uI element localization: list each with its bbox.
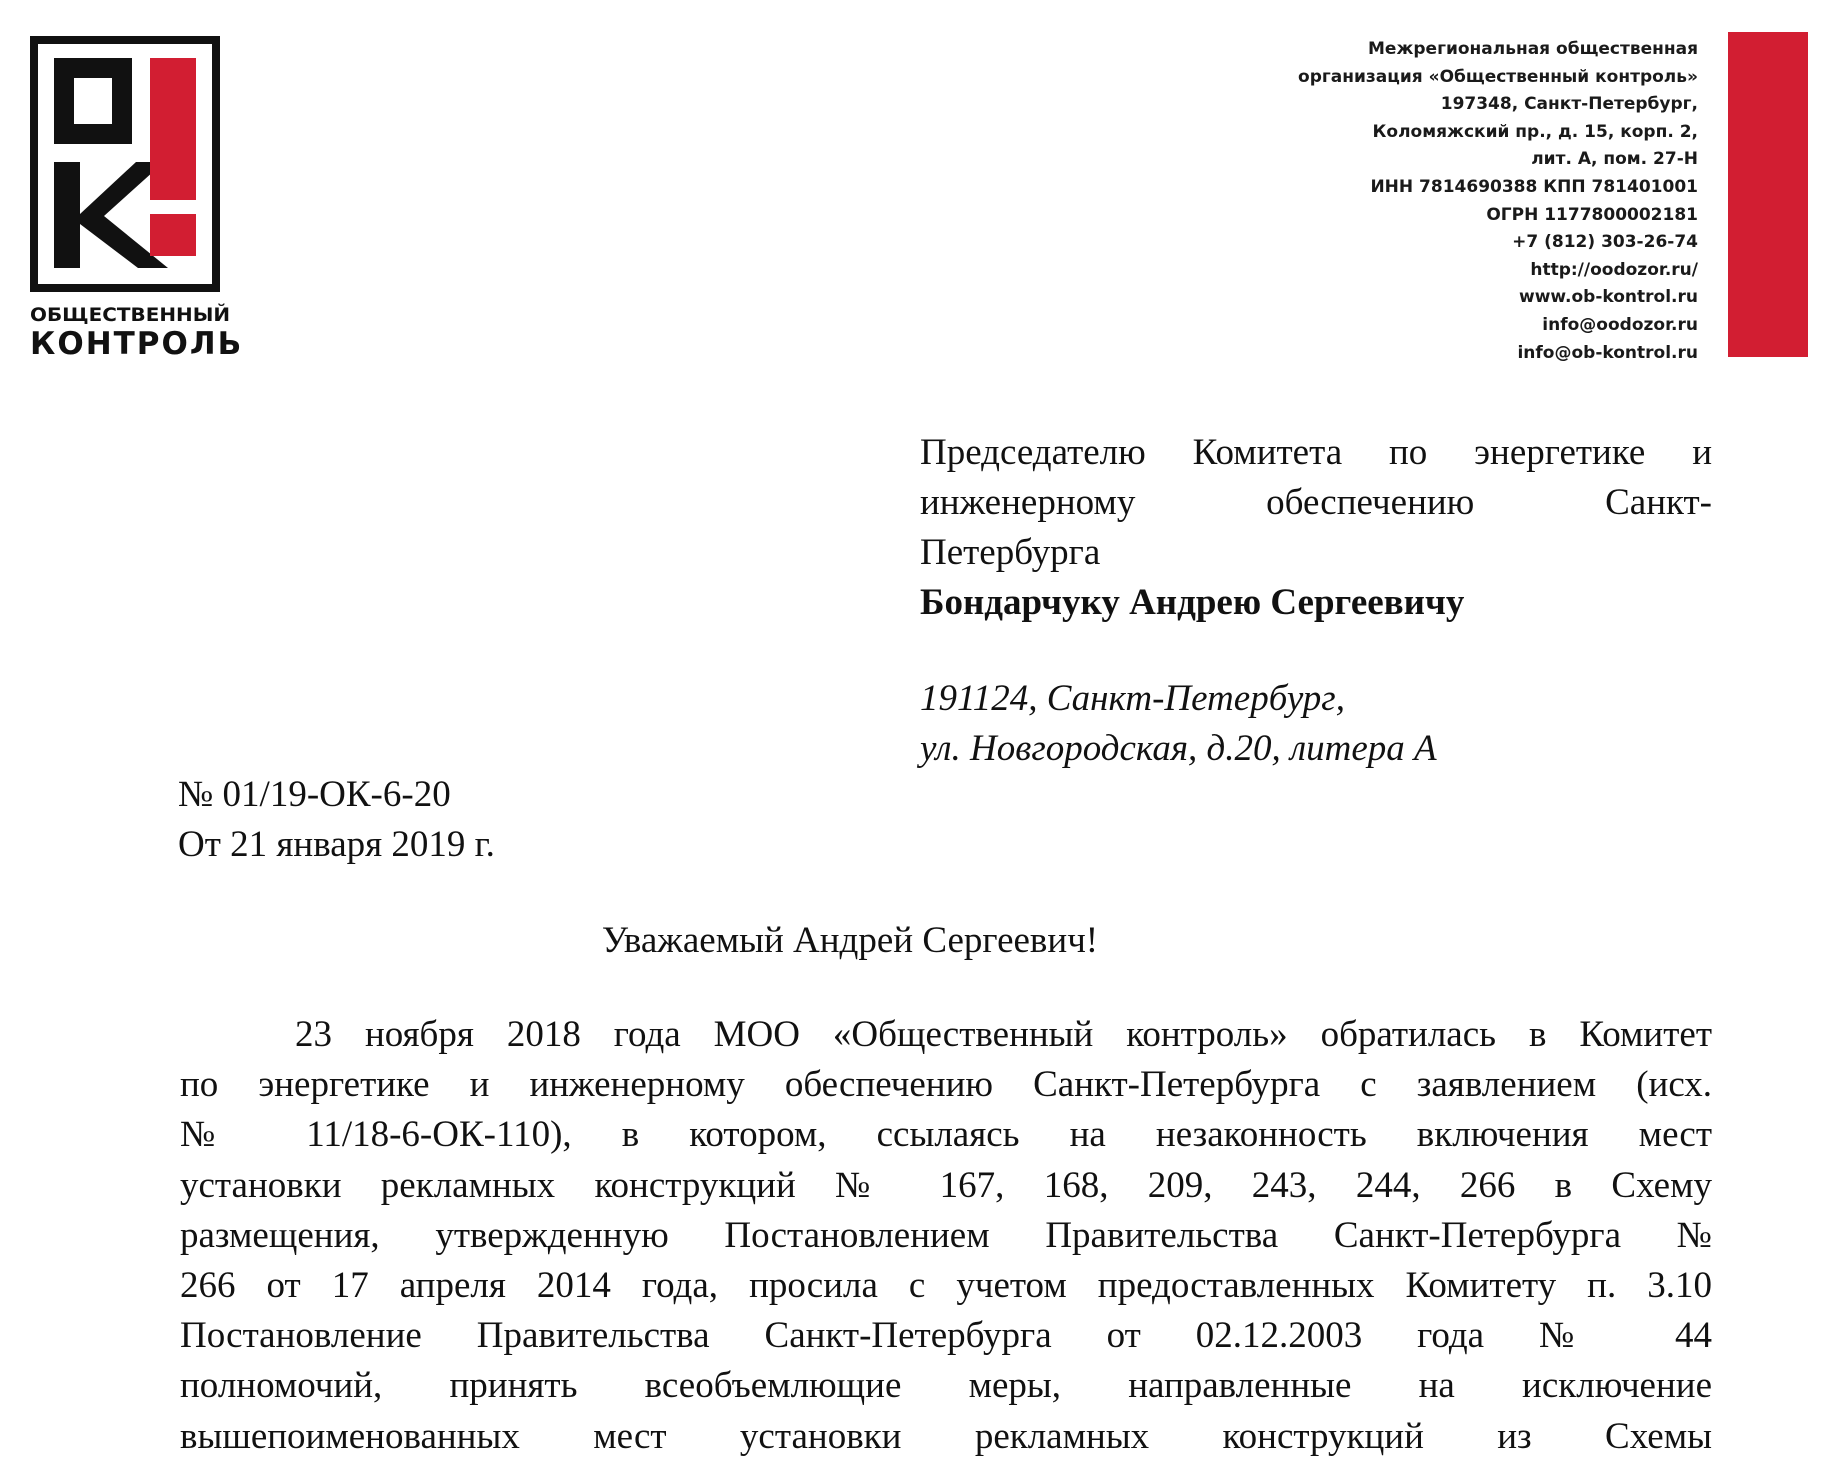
addressee-line: Председателю Комитета по энергетике и (920, 432, 1712, 473)
address-line: ул. Новгородская, д.20, литера А (920, 728, 1437, 769)
org-line: +7 (812) 303-26-74 (1512, 232, 1698, 253)
logo-brand-line2: КОНТРОЛЬ (30, 326, 244, 362)
body-line: вышепоименованных мест установки рекламных конструкций из Схемы (180, 1415, 1712, 1457)
org-line: организация «Общественный контроль» (1298, 66, 1698, 87)
org-line: Коломяжский пр., д. 15, корп. 2, (1372, 121, 1698, 142)
org-line: Межрегиональная общественная (1368, 39, 1698, 59)
body-line: полномочий, принять всеобъемлющие меры, направленные на исключение (180, 1365, 1712, 1407)
document-date: От 21 января 2019 г. (178, 824, 495, 865)
letter-body (180, 1010, 1712, 1462)
body-line: 23 ноября 2018 года МОО «Общественный контроль» обратилась в Комитет (295, 1014, 1712, 1055)
logo-frame (30, 36, 220, 292)
body-line: по энергетике и инженерному обеспечению Санкт-Петербурга с заявлением (исх. (180, 1064, 1712, 1106)
addressee-address (920, 674, 1437, 774)
document-reference (178, 770, 495, 870)
addressee-block (920, 428, 1712, 628)
organization-logo (30, 36, 244, 366)
logo-brand-line1: ОБЩЕСТВЕННЫЙ (30, 304, 231, 326)
document-number: № 01/19-ОК-6-20 (178, 774, 451, 815)
body-line: Постановление Правительства Санкт-Петербурга от 02.12.2003 года № 44 (180, 1315, 1712, 1357)
body-line: № 11/18-6-ОК-110), в котором, ссылаясь на незаконность включения мест (180, 1114, 1712, 1156)
org-line: ИНН 7814690388 КПП 781401001 (1370, 176, 1698, 197)
letter-greeting: Уважаемый Андрей Сергеевич! (601, 920, 1099, 961)
org-line: www.ob-kontrol.ru (1519, 287, 1698, 308)
org-line: лит. А, пом. 27-Н (1531, 149, 1698, 170)
org-line: http://oodozor.ru/ (1530, 259, 1698, 280)
logo-mark-icon (38, 44, 212, 284)
addressee-name: Бондарчуку Андрею Сергеевичу (920, 582, 1465, 623)
org-line: ОГРН 1177800002181 (1486, 204, 1698, 225)
body-line: 266 от 17 апреля 2014 года, просила с учетом предоставленных Комитету п. 3.10 (180, 1265, 1712, 1307)
addressee-line: инженерному обеспечению Санкт- (920, 482, 1712, 523)
org-line: info@ob-kontrol.ru (1517, 342, 1698, 363)
addressee-line: Петербурга (920, 532, 1101, 573)
header-accent-bar (1728, 32, 1808, 357)
body-line: установки рекламных конструкций № 167, 168, 209, 243, 244, 266 в Схему (180, 1164, 1712, 1206)
org-contact-block (1298, 36, 1698, 367)
org-line: info@oodozor.ru (1542, 314, 1698, 335)
address-line: 191124, Санкт-Петербург, (920, 678, 1345, 719)
org-line: 197348, Санкт-Петербург, (1440, 94, 1698, 115)
body-line: размещения, утвержденную Постановлением Правительства Санкт-Петербурга № (180, 1214, 1712, 1256)
